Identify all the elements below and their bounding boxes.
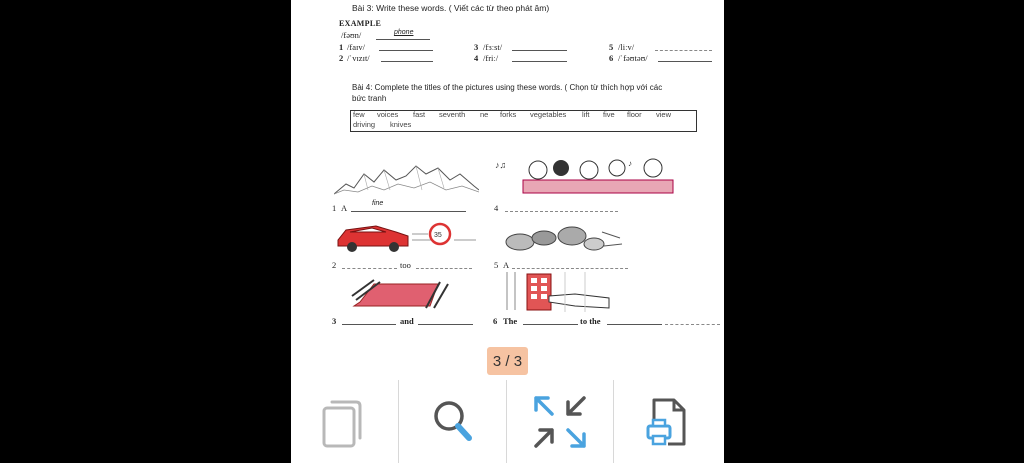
word-bank-word: fast bbox=[413, 110, 426, 119]
ex3-item-phonetic: /liːv/ bbox=[618, 42, 635, 52]
picture2-num: 2 bbox=[332, 260, 337, 270]
ex3-item-num: 6 bbox=[609, 53, 614, 63]
example-phonetic: /fəʊn/ bbox=[341, 30, 362, 40]
ex3-answer-line[interactable] bbox=[658, 61, 712, 62]
ex3-item-phonetic: /friː/ bbox=[483, 53, 499, 63]
picture1-blank[interactable] bbox=[351, 211, 466, 212]
picture2-middle: too bbox=[400, 260, 411, 270]
ex3-item-phonetic: /faɪv/ bbox=[347, 42, 365, 52]
ex3-answer-line[interactable] bbox=[512, 61, 567, 62]
ex3-answer-line[interactable] bbox=[379, 50, 433, 51]
picture5-prefix: A bbox=[503, 260, 510, 270]
bottom-toolbar bbox=[291, 380, 724, 463]
copy-button[interactable] bbox=[291, 380, 398, 463]
fit-page-button[interactable] bbox=[507, 380, 613, 463]
word-bank-word: ne bbox=[480, 110, 489, 119]
red-car-illustration bbox=[336, 220, 478, 254]
ex3-item-num: 3 bbox=[474, 42, 479, 52]
word-bank-word: lift bbox=[582, 110, 590, 119]
exercise4-title-line2: bức tranh bbox=[352, 94, 387, 103]
word-bank-word: forks bbox=[500, 110, 517, 119]
example-answer-line bbox=[376, 39, 430, 40]
picture5-num: 5 bbox=[494, 260, 499, 270]
picture3-middle: and bbox=[400, 316, 414, 326]
exercise3-title: Bài 3: Write these words. ( Viết các từ theo phát âm) bbox=[352, 3, 550, 13]
svg-text:♪: ♪ bbox=[628, 159, 632, 168]
mountains-illustration bbox=[334, 160, 479, 196]
ex3-item-phonetic: /ˈvɪzɪt/ bbox=[347, 53, 370, 63]
word-bank-word: floor bbox=[627, 110, 642, 119]
ex3-item-num: 5 bbox=[609, 42, 614, 52]
word-bank-word: five bbox=[603, 110, 615, 119]
svg-text:35: 35 bbox=[434, 232, 442, 239]
ex3-answer-line[interactable] bbox=[381, 61, 433, 62]
search-icon bbox=[429, 396, 477, 448]
picture3-blank-a[interactable] bbox=[342, 324, 396, 325]
word-bank-word: view bbox=[656, 110, 672, 119]
lift-buttons-illustration bbox=[505, 272, 613, 312]
picture3-num: 3 bbox=[332, 316, 337, 326]
picture6-blank-c[interactable] bbox=[665, 324, 720, 325]
picture1-answer: fine bbox=[372, 200, 384, 207]
copy-icon bbox=[320, 394, 370, 450]
place-setting-illustration bbox=[350, 278, 458, 310]
picture6-prefix: The bbox=[503, 316, 518, 326]
picture6-blank-a[interactable] bbox=[523, 324, 578, 325]
example-label: EXAMPLE bbox=[339, 19, 382, 28]
word-bank-word: driving bbox=[353, 120, 376, 129]
ex3-item-num: 2 bbox=[339, 53, 344, 63]
picture6-middle: to the bbox=[580, 316, 601, 326]
exercise4-title-line1: Bài 4: Complete the titles of the pictures using these words. ( Chọn từ thích hợp với các bbox=[352, 83, 663, 92]
picture6-blank-b[interactable] bbox=[607, 324, 662, 325]
print-icon bbox=[644, 394, 694, 450]
ex3-answer-line[interactable] bbox=[655, 50, 712, 51]
shrink-icon bbox=[532, 394, 588, 450]
ex3-item-phonetic: /fɜːst/ bbox=[483, 42, 503, 52]
ex3-item-num: 1 bbox=[339, 42, 344, 52]
word-bank-word: seventh bbox=[439, 110, 466, 119]
picture5-blank[interactable] bbox=[512, 268, 628, 269]
ex3-item-num: 4 bbox=[474, 53, 479, 63]
svg-text:♪♫: ♪♫ bbox=[495, 160, 507, 170]
picture4-blank[interactable] bbox=[505, 211, 618, 212]
page-indicator: 3 / 3 bbox=[487, 347, 528, 375]
word-bank-word: few bbox=[353, 110, 365, 119]
picture6-num: 6 bbox=[493, 316, 498, 326]
picture1-prefix: A bbox=[341, 203, 348, 213]
print-button[interactable] bbox=[614, 380, 724, 463]
ex3-item-phonetic: /ˈfəʊtəʊ/ bbox=[618, 53, 648, 63]
picture3-blank-b[interactable] bbox=[418, 324, 473, 325]
picture2-blank-b[interactable] bbox=[416, 268, 472, 269]
ex3-answer-line[interactable] bbox=[512, 50, 567, 51]
choir-singers-illustration bbox=[493, 156, 675, 194]
picture2-blank-a[interactable] bbox=[342, 268, 397, 269]
picture4-num: 4 bbox=[494, 203, 499, 213]
vegetables-illustration bbox=[502, 222, 624, 256]
search-button[interactable] bbox=[399, 380, 506, 463]
word-bank-word: voices bbox=[377, 110, 399, 119]
word-bank-word: vegetables bbox=[530, 110, 567, 119]
word-bank-word: knives bbox=[390, 120, 412, 129]
picture1-num: 1 bbox=[332, 203, 337, 213]
example-answer: phone bbox=[394, 29, 414, 36]
